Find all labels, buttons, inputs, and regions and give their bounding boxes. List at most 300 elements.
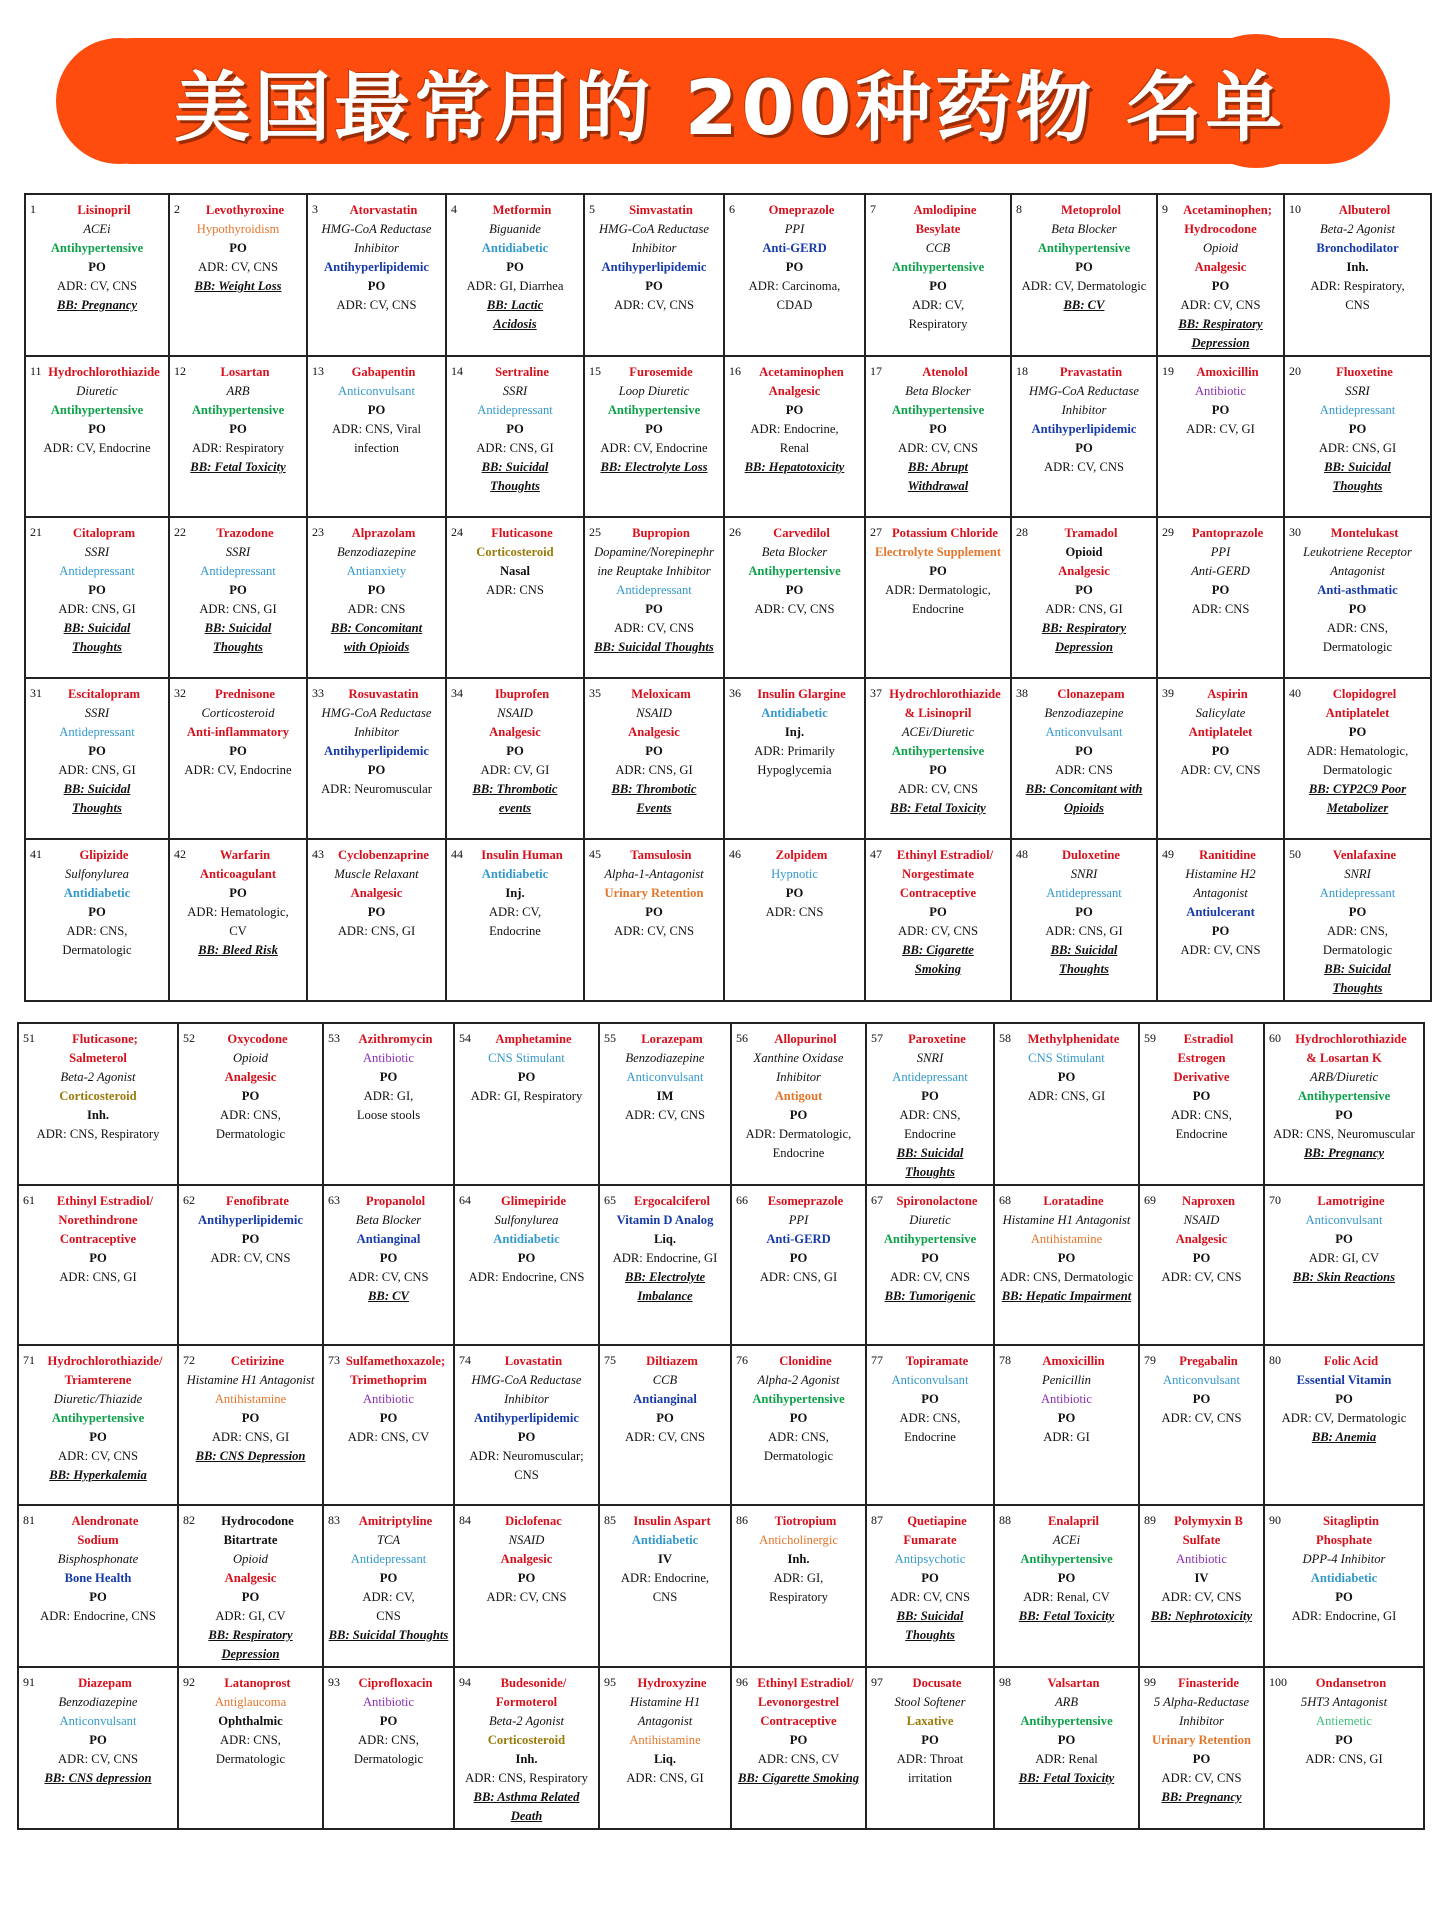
- drug-info: PO: [645, 422, 663, 436]
- drug-class: Xanthine Oxidase: [753, 1051, 844, 1065]
- drug-name: Alendronate: [71, 1514, 139, 1528]
- drug-class: Penicillin: [1042, 1373, 1091, 1387]
- drug-name: Paroxetine: [908, 1032, 966, 1046]
- drug-detail: ADR: CNS, GI: [58, 763, 136, 777]
- drug-info: PO: [656, 1411, 674, 1425]
- drug-cell: [178, 1505, 323, 1667]
- black-box-warning: Thoughts: [1332, 479, 1383, 493]
- drug-detail: ADR: CV, CNS: [1180, 763, 1261, 777]
- drug-detail: ADR: CNS,: [1327, 924, 1388, 938]
- drug-detail: Antidepressant: [1319, 886, 1396, 900]
- black-box-warning: events: [498, 801, 532, 815]
- drug-rank-number: 15: [589, 364, 601, 378]
- drug-class: ine Reuptake Inhibitor: [597, 564, 711, 578]
- drug-info: Analgesic: [1175, 1232, 1228, 1246]
- drug-class: DPP-4 Inhibitor: [1302, 1552, 1386, 1566]
- black-box-warning: BB: Cigarette: [902, 943, 974, 957]
- drug-name: Azithromycin: [358, 1032, 433, 1046]
- drug-name: Hydrochlorothiazide/: [47, 1354, 163, 1368]
- drug-name: Ranitidine: [1199, 848, 1256, 862]
- drug-cell: [731, 1345, 866, 1505]
- drug-name: Quetiapine: [907, 1514, 967, 1528]
- drug-name: Glipizide: [79, 848, 129, 862]
- black-box-warning: BB: Suicidal Thoughts: [594, 640, 714, 654]
- page-title: 美国最常用的 200种药物 名单: [174, 62, 1286, 152]
- drug-name: Hydrocodone: [1184, 222, 1257, 236]
- drug-name: Carvedilol: [773, 526, 830, 540]
- drug-rank-number: 44: [451, 847, 463, 861]
- drug-info: PO: [789, 1411, 808, 1425]
- drug-detail: Anticonvulsant: [1163, 1373, 1240, 1387]
- drug-info: Antihyperlipidemic: [1031, 422, 1137, 436]
- drug-class: Histamine H2: [1185, 867, 1256, 881]
- drug-class: NSAID: [497, 706, 533, 720]
- drug-info: PO: [379, 1571, 398, 1585]
- drug-cell: [25, 356, 169, 517]
- drug-class: PPI: [784, 222, 805, 236]
- drug-rank-number: 21: [30, 525, 42, 539]
- drug-info: Antihypertensive: [891, 260, 985, 274]
- drug-rank-number: 50: [1289, 847, 1301, 861]
- drug-detail: Antidepressant: [59, 725, 135, 739]
- drug-rank-number: 11: [30, 364, 42, 378]
- drug-detail: ADR: CNS, GI: [1045, 602, 1123, 616]
- drug-info: Analgesic: [1194, 260, 1247, 274]
- drug-detail: ADR: Throat: [896, 1752, 964, 1766]
- drug-name: Fluticasone;: [72, 1032, 138, 1046]
- drug-cell: [584, 356, 724, 517]
- drug-cell: [994, 1345, 1139, 1505]
- drug-detail: ADR: Carcinoma,: [748, 279, 841, 293]
- drug-name: Atenolol: [922, 365, 968, 379]
- drug-name: Ibuprofen: [494, 687, 550, 701]
- table-row: [25, 517, 1431, 678]
- drug-detail: ADR: CV, CNS: [348, 1270, 429, 1284]
- drug-name: Fumarate: [903, 1533, 957, 1547]
- drug-info: PO: [789, 1108, 808, 1122]
- drug-name: Diltiazem: [646, 1354, 698, 1368]
- drug-detail: ADR: CV, Endocrine: [184, 763, 292, 777]
- drug-rank-number: 55: [604, 1031, 616, 1045]
- drug-info: Ophthalmic: [218, 1714, 283, 1728]
- drug-rank-number: 87: [871, 1513, 883, 1527]
- drug-cell: [1264, 1505, 1424, 1667]
- drug-detail: Antihistamine: [1030, 1232, 1103, 1246]
- drug-name: Budesonide/: [500, 1676, 567, 1690]
- drug-name: Fluoxetine: [1336, 365, 1393, 379]
- drug-cell: [169, 839, 307, 1001]
- drug-class: HMG-CoA Reductase: [471, 1373, 582, 1387]
- drug-rank-number: 98: [999, 1675, 1011, 1689]
- drug-name: Triamterene: [64, 1373, 132, 1387]
- black-box-warning: Thoughts: [1332, 981, 1383, 995]
- drug-rank-number: 34: [451, 686, 463, 700]
- drug-detail: ADR: Neuromuscular;: [469, 1449, 584, 1463]
- drug-detail: Anticonvulsant: [338, 384, 415, 398]
- drug-detail: ADR: CV, GI: [1186, 422, 1255, 436]
- drug-class: ARB: [226, 384, 250, 398]
- drug-rank-number: 41: [30, 847, 42, 861]
- drug-rank-number: 29: [1162, 525, 1174, 539]
- black-box-warning: BB: Respiratory: [1178, 317, 1263, 331]
- drug-info: Antiplatelet: [1188, 725, 1253, 739]
- drug-detail: ADR: GI: [1043, 1430, 1090, 1444]
- table-row: [25, 356, 1431, 517]
- black-box-warning: BB: Weight Loss: [194, 279, 282, 293]
- drug-cell: [323, 1505, 454, 1667]
- drug-detail: Endocrine: [1175, 1127, 1228, 1141]
- table-body: [25, 194, 1431, 1001]
- drug-cell: [1139, 1667, 1264, 1829]
- drug-class: Histamine H1 Antagonist: [186, 1373, 315, 1387]
- drug-rank-number: 35: [589, 686, 601, 700]
- drug-class: Histamine H1: [629, 1695, 701, 1709]
- drug-rank-number: 8: [1016, 202, 1022, 216]
- drug-rank-number: 88: [999, 1513, 1011, 1527]
- drug-info: PO: [1348, 725, 1367, 739]
- drug-cell: [584, 194, 724, 356]
- table-body: [18, 1023, 1424, 1829]
- drug-detail: ADR: CV, Endocrine: [600, 441, 708, 455]
- drug-class: SNRI: [1070, 867, 1098, 881]
- drug-class: Benzodiazepine: [336, 545, 417, 559]
- drug-info: Antidiabetic: [761, 706, 828, 720]
- drug-cell: [599, 1185, 731, 1345]
- drug-detail: ADR: CNS, GI: [337, 924, 416, 938]
- drug-info: PO: [517, 1070, 536, 1084]
- drug-cell: [1264, 1345, 1424, 1505]
- black-box-warning: BB: Suicidal: [63, 782, 131, 796]
- drug-info: PO: [921, 1571, 939, 1585]
- drug-info: PO: [367, 279, 386, 293]
- drug-rank-number: 85: [604, 1513, 616, 1527]
- drug-rank-number: 19: [1162, 364, 1174, 378]
- drug-detail: ADR: CNS, GI: [615, 763, 693, 777]
- drug-rank-number: 13: [312, 364, 324, 378]
- drug-class: ACEi: [83, 222, 111, 236]
- drug-cell: [994, 1505, 1139, 1667]
- drug-detail: ADR: CNS, GI: [58, 602, 136, 616]
- drug-class: Salicylate: [1195, 706, 1246, 720]
- drug-name: Ciprofloxacin: [358, 1676, 433, 1690]
- black-box-warning: BB: Pregnancy: [1161, 1790, 1242, 1804]
- drug-rank-number: 47: [870, 847, 882, 861]
- drug-class: SSRI: [84, 706, 110, 720]
- drug-info: PO: [1192, 1392, 1211, 1406]
- drug-class: NSAID: [636, 706, 672, 720]
- drug-class: ACEi: [1052, 1533, 1081, 1547]
- drug-cell: [446, 839, 584, 1001]
- drug-info: Antihypertensive: [50, 241, 144, 255]
- drug-detail: ADR: CV, CNS: [1180, 943, 1261, 957]
- drug-detail: ADR: CNS, GI: [59, 1270, 137, 1284]
- black-box-warning: Smoking: [914, 962, 962, 976]
- drug-rank-number: 43: [312, 847, 324, 861]
- drug-detail: Anticholinergic: [759, 1533, 838, 1547]
- drug-detail: ADR: CV, CNS: [1161, 1270, 1242, 1284]
- black-box-warning: BB: Respiratory: [1041, 621, 1127, 635]
- drug-info: PO: [517, 1251, 536, 1265]
- drug-detail: ADR: CV,: [911, 298, 965, 312]
- drug-detail: ADR: GI,: [363, 1089, 414, 1103]
- drug-info: PO: [1057, 1571, 1076, 1585]
- drug-cell: [323, 1345, 454, 1505]
- drug-info: PO: [379, 1714, 398, 1728]
- drug-info: PO: [645, 744, 663, 758]
- drug-rank-number: 31: [30, 686, 42, 700]
- drug-name: Hydroxyzine: [637, 1676, 707, 1690]
- drug-name: Sertraline: [495, 365, 549, 379]
- drug-detail: ADR: CNS: [347, 602, 406, 616]
- drug-name: Pravastatin: [1059, 365, 1123, 379]
- drug-detail: ADR: CV, CNS: [754, 602, 835, 616]
- drug-cell: [25, 194, 169, 356]
- drug-cell: [866, 1023, 994, 1185]
- drug-info: Antidiabetic: [63, 886, 131, 900]
- drug-rank-number: 59: [1144, 1031, 1156, 1045]
- drug-name: Tamsulosin: [630, 848, 692, 862]
- drug-detail: infection: [354, 441, 399, 455]
- drug-detail: ADR: CV, CNS: [57, 279, 137, 293]
- drug-name: Tramadol: [1064, 526, 1118, 540]
- drug-cell: [454, 1185, 599, 1345]
- drug-cell: [731, 1667, 866, 1829]
- drug-rank-number: 39: [1162, 686, 1174, 700]
- black-box-warning: BB: Fetal Toxicity: [1018, 1609, 1115, 1623]
- drug-class: Antagonist: [1193, 886, 1248, 900]
- black-box-warning: BB: Bleed Risk: [198, 943, 278, 957]
- drug-detail: CNS: [376, 1609, 401, 1623]
- drug-rank-number: 57: [871, 1031, 883, 1045]
- drug-class: Inhibitor: [504, 1392, 549, 1406]
- drug-detail: ADR: Hematologic,: [1306, 744, 1409, 758]
- drug-detail: Antihistamine: [214, 1392, 287, 1406]
- drug-detail: ADR: GI, Diarrhea: [466, 279, 564, 293]
- drug-name: Norgestimate: [901, 867, 975, 881]
- drug-rank-number: 48: [1016, 847, 1028, 861]
- drug-rank-number: 60: [1269, 1031, 1281, 1045]
- drug-rank-number: 1: [30, 202, 36, 216]
- drug-rank-number: 54: [459, 1031, 471, 1045]
- drug-detail: Endocrine: [904, 1430, 956, 1444]
- black-box-warning: BB: Skin Reactions: [1292, 1270, 1396, 1284]
- drug-info: PO: [1335, 1733, 1353, 1747]
- table-row: [18, 1023, 1424, 1185]
- drug-info: Contraceptive: [760, 1714, 837, 1728]
- drug-info: PO: [1057, 1411, 1076, 1425]
- drug-detail: Dermatologic: [763, 1449, 834, 1463]
- black-box-warning: BB: CV: [368, 1289, 409, 1303]
- drug-name: Polymyxin B: [1174, 1514, 1243, 1528]
- drug-detail: Endocrine: [904, 1127, 956, 1141]
- drug-detail: Dermatologic: [62, 943, 132, 957]
- drug-detail: Antidepressant: [1046, 886, 1122, 900]
- drug-info: Inj.: [505, 886, 525, 900]
- drug-info: Antihypertensive: [891, 744, 985, 758]
- drug-detail: CNS Stimulant: [1028, 1051, 1105, 1065]
- drug-detail: ADR: CV, CNS: [625, 1108, 705, 1122]
- drug-name: Docusate: [912, 1676, 962, 1690]
- black-box-warning: Withdrawal: [907, 479, 969, 493]
- drug-detail: ADR: CV, CNS: [898, 441, 978, 455]
- drug-name: Ethinyl Estradiol/: [757, 1676, 854, 1690]
- drug-cell: [446, 194, 584, 356]
- drug-name: & Losartan K: [1306, 1051, 1382, 1065]
- drug-class: 5 Alpha-Reductase: [1153, 1695, 1250, 1709]
- drug-name: Clonazepam: [1057, 687, 1125, 701]
- drug-name: Bupropion: [632, 526, 690, 540]
- drug-cell: [25, 678, 169, 839]
- drug-detail: ADR: Endocrine, GI: [612, 1251, 718, 1265]
- black-box-warning: with Opioids: [343, 640, 410, 654]
- drug-detail: ADR: CNS,: [768, 1430, 829, 1444]
- drug-info: PO: [241, 1089, 260, 1103]
- black-box-warning: Opioids: [1064, 801, 1104, 815]
- drug-detail: ADR: Hematologic,: [187, 905, 289, 919]
- drug-info: PO: [921, 1392, 939, 1406]
- drug-detail: Dermatologic: [353, 1752, 424, 1766]
- drug-cell: [178, 1023, 323, 1185]
- drug-name: Sitagliptin: [1323, 1514, 1379, 1528]
- drug-name: Esomeprazole: [767, 1194, 844, 1208]
- drug-detail: ADR: CNS, GI: [1027, 1089, 1106, 1103]
- black-box-warning: BB: Abrupt: [907, 460, 969, 474]
- drug-detail: CNS: [652, 1590, 678, 1604]
- drug-rank-number: 5: [589, 202, 595, 216]
- drug-info: Antihyperlipidemic: [474, 1411, 579, 1425]
- drug-detail: ADR: CNS, Viral: [332, 422, 421, 436]
- drug-name: Zolpidem: [775, 848, 828, 862]
- drug-cell: [866, 1505, 994, 1667]
- drug-rank-number: 100: [1269, 1675, 1287, 1689]
- drug-info: PO: [229, 241, 247, 255]
- drug-name: Insulin Glargine: [757, 687, 846, 701]
- drug-info: Antihypertensive: [1020, 1714, 1113, 1728]
- drug-info: PO: [1211, 583, 1230, 597]
- drug-name: Methylphenidate: [1027, 1032, 1120, 1046]
- drug-cell: [323, 1023, 454, 1185]
- black-box-warning: Depression: [1191, 336, 1250, 350]
- black-box-warning: Acidosis: [493, 317, 537, 331]
- drug-class: Sulfonylurea: [494, 1213, 559, 1227]
- drug-rank-number: 6: [729, 202, 735, 216]
- drug-info: PO: [1335, 1590, 1353, 1604]
- drug-info: PO: [645, 905, 663, 919]
- drug-info: PO: [1075, 583, 1093, 597]
- drug-info: PO: [929, 763, 947, 777]
- drug-info: Antidiabetic: [1310, 1571, 1378, 1585]
- drug-info: PO: [241, 1411, 260, 1425]
- black-box-warning: Thoughts: [905, 1628, 955, 1642]
- drug-rank-number: 28: [1016, 525, 1028, 539]
- drug-name: Fenofibrate: [226, 1194, 289, 1208]
- drug-info: PO: [929, 564, 947, 578]
- drug-info: Antidiabetic: [481, 867, 549, 881]
- drug-info: Antihypertensive: [891, 403, 985, 417]
- drug-name: Folic Acid: [1323, 1354, 1379, 1368]
- drug-name: Fluticasone: [491, 526, 553, 540]
- black-box-warning: BB: Respiratory: [208, 1628, 293, 1642]
- black-box-warning: BB: Hepatic Impairment: [1001, 1289, 1132, 1303]
- drug-name: Metformin: [492, 203, 552, 217]
- black-box-warning: BB: Suicidal Thoughts: [328, 1628, 449, 1642]
- drug-cell: [584, 839, 724, 1001]
- drug-info: Antihyperlipidemic: [198, 1213, 303, 1227]
- drug-name: Amitriptyline: [358, 1514, 433, 1528]
- drug-info: PO: [367, 905, 386, 919]
- drug-cell: [724, 678, 865, 839]
- drug-name: Venlafaxine: [1332, 848, 1397, 862]
- drug-info: PO: [88, 260, 106, 274]
- drug-cell: [1157, 356, 1284, 517]
- drug-detail: CV: [229, 924, 247, 938]
- drug-info: PO: [517, 1430, 536, 1444]
- black-box-warning: BB: Fetal Toxicity: [1018, 1771, 1115, 1785]
- drug-detail: ADR: CV, CNS: [614, 298, 694, 312]
- drug-detail: ADR: GI, CV: [215, 1609, 286, 1623]
- drug-detail: ADR: Dermatologic,: [745, 1127, 852, 1141]
- drug-cell: [724, 839, 865, 1001]
- drug-name: Potassium Chloride: [891, 526, 998, 540]
- drug-detail: ADR: Endocrine,: [620, 1571, 710, 1585]
- drug-info: PO: [88, 905, 106, 919]
- drug-info: Urinary Retention: [1152, 1733, 1251, 1747]
- drug-name: Metoprolol: [1061, 203, 1121, 217]
- black-box-warning: BB: Nephrotoxicity: [1150, 1609, 1253, 1623]
- drug-detail: ADR: CV, Endocrine: [43, 441, 151, 455]
- drug-cell: [724, 356, 865, 517]
- drug-info: Antihypertensive: [752, 1392, 845, 1406]
- drug-name: Amlodipine: [913, 203, 977, 217]
- drug-detail: Antidepressant: [1319, 403, 1396, 417]
- table-row: [18, 1345, 1424, 1505]
- drug-name: Warfarin: [219, 848, 271, 862]
- drug-info: PO: [1211, 403, 1230, 417]
- drug-name: Phosphate: [1316, 1533, 1372, 1547]
- drug-class: Sulfonylurea: [65, 867, 129, 881]
- drug-detail: ADR: CNS, GI: [476, 441, 554, 455]
- drug-rank-number: 81: [23, 1513, 35, 1527]
- drug-class: SSRI: [1345, 384, 1370, 398]
- drug-name: Trimethoprim: [350, 1373, 427, 1387]
- drug-rank-number: 2: [174, 202, 180, 216]
- drug-rank-number: 37: [870, 686, 882, 700]
- drug-name: Clopidogrel: [1332, 687, 1397, 701]
- drug-cell: [1157, 517, 1284, 678]
- drug-name: & Lisinopril: [904, 706, 972, 720]
- drug-name: Duloxetine: [1061, 848, 1121, 862]
- drug-cell: [169, 356, 307, 517]
- drug-cell: [994, 1185, 1139, 1345]
- drug-info: Analgesic: [1058, 564, 1110, 578]
- drug-detail: Renal: [779, 441, 810, 455]
- drug-name: Besylate: [915, 222, 961, 236]
- drug-name: Amphetamine: [495, 1032, 572, 1046]
- drug-detail: ADR: CNS, GI: [199, 602, 277, 616]
- table-row: [25, 839, 1431, 1001]
- drug-detail: ADR: CV, CNS: [1161, 1771, 1242, 1785]
- drug-info: PO: [929, 279, 947, 293]
- drug-rank-number: 76: [736, 1353, 748, 1367]
- drug-info: Antihypertensive: [51, 1411, 145, 1425]
- drug-name: Propanolol: [365, 1194, 426, 1208]
- drug-cell: [599, 1667, 731, 1829]
- drug-cell: [1284, 839, 1431, 1001]
- black-box-warning: BB: Lactic: [486, 298, 544, 312]
- drug-cell: [1139, 1505, 1264, 1667]
- drug-info: PO: [229, 583, 247, 597]
- drug-rank-number: 96: [736, 1675, 748, 1689]
